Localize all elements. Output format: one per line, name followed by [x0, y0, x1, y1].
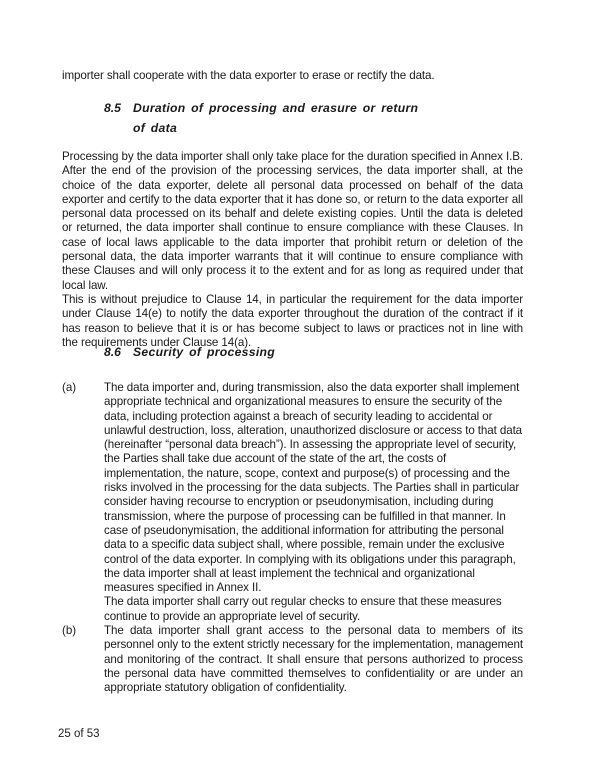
paragraph: The data importer and, during transmission, also the data exporter shall implement appropriate technical and organizational measures to ensure the security of the data, including protection against a breach of security leading to accidental or unlawful destruction, loss, alteration, unauthorized disclosure or access to that data (hereinafter “personal data breach”). In assessing the appropriate level of security, the Parties shall take due account of the state of the art, the costs of implementation, the nature, scope, context and purpose(s) of processing and the risks involved in the processing for the data subjects. The Parties shall in particular consider having recourse to encryption or pseudonymisation, including during transmission, where the purpose of processing can be fulfilled in that manner. In case of pseudonymisation, the additional information for attributing the personal data to a specific data subject shall, where possible, remain under the exclusive control of the data exporter. In complying with its obligations under this paragraph, the data importer shall at least implement the technical and organizational measures specified in Annex II.: [104, 381, 523, 595]
paragraph: The data importer shall grant access to the personal data to members of its personnel only to the extent strictly necessary for the implementation, management and monitoring of the contract. It shall ensure that persons authorized to process the personal data have committed themselves to confidentiality or are under an appropriate statutory obligation of confidentiality.: [104, 624, 523, 695]
section-8-5-body: [62, 150, 523, 350]
item-body: [104, 381, 523, 624]
section-number: 8.6: [104, 345, 121, 359]
carryover-line: importer shall cooperate with the data exporter to erase or rectify the data.: [62, 69, 435, 82]
section-heading-8-5: [104, 98, 434, 140]
section-number: 8.5: [104, 101, 121, 115]
page-number: 25 of 53: [58, 728, 100, 740]
section-title: Duration of processing and erasure or return of data: [133, 101, 419, 135]
item-label: (a): [62, 381, 77, 394]
section-title: Security of processing: [133, 345, 275, 359]
paragraph: Processing by the data importer shall only take place for the duration specified in Annex I.B. After the end of the provision of the processing services, the data importer shall, at the choice of the data exporter, delete all personal data processed on behalf of the data exporter and certify to the data exporter that it has done so, or return to the data exporter all personal data processed on its behalf and delete existing copies. Until the data is deleted or returned, the data importer shall continue to ensure compliance with these Clauses. In case of local laws applicable to the data importer that prohibit return or deletion of the personal data, the data importer warrants that it will continue to ensure compliance with these Clauses and will only process it to the extent and for as long as required under that local law.: [62, 150, 523, 292]
item-label: (b): [62, 624, 77, 637]
paragraph: The data importer shall carry out regular checks to ensure that these measures continue to provide an appropriate level of security.: [104, 595, 502, 623]
paragraph: This is without prejudice to Clause 14, in particular the requirement for the data importer under Clause 14(e) to notify the data exporter throughout the duration of the contract if it has reason to believe that it is or has become subject to laws or practices not in line with the requirements under Clause 14(a).: [62, 292, 523, 349]
item-body: [104, 624, 523, 695]
section-heading-8-6: [104, 342, 434, 362]
